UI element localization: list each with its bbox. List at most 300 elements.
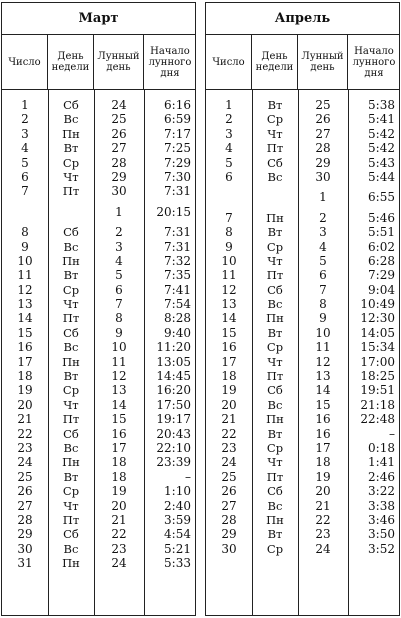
lunar-start-cell: – (185, 469, 191, 484)
day-cell: 2 (21, 112, 29, 127)
day-cell: 26 (17, 484, 33, 499)
weekday-cell: Пн (266, 311, 284, 326)
table-row (2, 311, 195, 325)
table-row (2, 297, 195, 311)
day-cell: 16 (221, 340, 237, 355)
weekday-cell: Чт (267, 126, 283, 141)
weekday-cell: Сб (63, 527, 79, 542)
lunar-start-cell: 10:49 (360, 297, 395, 312)
lunar-day-cell: 26 (315, 112, 331, 127)
day-cell: 5 (21, 155, 29, 170)
table-row (2, 398, 195, 412)
day-cell: 6 (225, 169, 233, 184)
weekday-cell: Вт (267, 225, 283, 240)
header-day: Число (2, 35, 48, 89)
lunar-day-cell: 18 (111, 469, 127, 484)
month-title: Март (2, 3, 195, 35)
weekday-cell: Ср (62, 484, 80, 499)
table-row (2, 170, 195, 184)
lunar-day-cell: 15 (111, 412, 127, 427)
weekday-cell: Чт (63, 498, 79, 513)
lunar-start-cell: 5:46 (368, 210, 395, 225)
day-cell: 20 (17, 397, 33, 412)
lunar-day-cell: 25 (111, 112, 127, 127)
table-row (206, 484, 399, 498)
lunar-day-cell: 8 (319, 297, 327, 312)
table-row (206, 190, 399, 204)
table-row (2, 98, 195, 112)
weekday-cell: Ср (266, 440, 284, 455)
header-lunar-day: Лунный день (298, 35, 348, 89)
weekday-cell: Сб (63, 426, 79, 441)
day-cell: 2 (225, 112, 233, 127)
lunar-start-cell: 11:20 (156, 340, 191, 355)
column-headers (2, 35, 195, 90)
day-cell: 12 (221, 282, 237, 297)
lunar-day-cell: 1 (319, 190, 327, 205)
lunar-start-cell: 14:45 (156, 369, 191, 384)
day-cell: 26 (221, 484, 237, 499)
table-row (2, 240, 195, 254)
lunar-start-cell: 9:04 (368, 282, 395, 297)
table-row (206, 170, 399, 184)
weekday-cell: Пт (62, 512, 80, 527)
lunar-day-cell: 8 (115, 311, 123, 326)
day-cell: 11 (17, 268, 33, 283)
lunar-start-cell: 20:43 (156, 426, 191, 441)
weekday-cell: Пт (266, 369, 284, 384)
table-row (206, 156, 399, 170)
weekday-cell: Сб (267, 155, 283, 170)
day-cell: 22 (221, 426, 237, 441)
day-cell: 14 (221, 311, 237, 326)
table-row (2, 499, 195, 513)
weekday-cell: Сб (267, 383, 283, 398)
lunar-day-cell: 4 (115, 253, 123, 268)
lunar-day-cell: 26 (111, 126, 127, 141)
table-row (2, 205, 195, 219)
day-cell: 14 (17, 311, 33, 326)
weekday-cell: Чт (63, 169, 79, 184)
day-cell: 3 (21, 126, 29, 141)
day-cell: 28 (17, 512, 33, 527)
lunar-start-cell: 2:40 (164, 498, 191, 513)
lunar-day-cell: 16 (315, 412, 331, 427)
lunar-day-cell: 19 (315, 469, 331, 484)
rows (2, 98, 195, 571)
table-row (206, 141, 399, 155)
lunar-day-cell: 23 (315, 527, 331, 542)
lunar-start-cell: 5:42 (368, 126, 395, 141)
lunar-start-cell: 16:20 (156, 383, 191, 398)
day-cell: 18 (221, 369, 237, 384)
table-row (206, 240, 399, 254)
table-row (2, 283, 195, 297)
day-cell: 3 (225, 126, 233, 141)
table-row (2, 127, 195, 141)
weekday-cell: Пн (62, 556, 80, 571)
day-cell: 29 (221, 527, 237, 542)
table-row (206, 283, 399, 297)
lunar-day-cell: 16 (111, 426, 127, 441)
weekday-cell: Ср (62, 155, 80, 170)
lunar-day-cell: 13 (111, 383, 127, 398)
lunar-day-cell: 3 (115, 239, 123, 254)
day-cell: 4 (21, 141, 29, 156)
lunar-start-cell: 18:25 (360, 369, 395, 384)
day-cell: 29 (17, 527, 33, 542)
weekday-cell: Пн (266, 412, 284, 427)
table-row (2, 427, 195, 441)
lunar-day-cell: 12 (315, 354, 331, 369)
weekday-cell: Вт (63, 469, 79, 484)
table-row (2, 340, 195, 354)
lunar-day-cell: 25 (315, 98, 331, 112)
weekday-cell: Пт (62, 311, 80, 326)
weekday-cell: Вс (63, 541, 79, 556)
day-cell: 22 (17, 426, 33, 441)
lunar-day-cell: 18 (111, 455, 127, 470)
weekday-cell: Пт (266, 268, 284, 283)
table-row (2, 156, 195, 170)
day-cell: 11 (221, 268, 237, 283)
lunar-day-cell: 28 (315, 141, 331, 156)
day-cell: 6 (21, 169, 29, 184)
lunar-start-cell: 22:10 (156, 440, 191, 455)
header-day: Число (206, 35, 252, 89)
table-row (2, 184, 195, 198)
rows (206, 98, 399, 556)
lunar-day-cell: 14 (111, 397, 127, 412)
day-cell: 25 (17, 469, 33, 484)
day-cell: 1 (21, 98, 29, 112)
lunar-start-cell: 3:52 (368, 541, 395, 556)
day-cell: 19 (221, 383, 237, 398)
table-row (2, 441, 195, 455)
table-row (206, 326, 399, 340)
lunar-day-cell: 23 (111, 541, 127, 556)
table-row (206, 340, 399, 354)
weekday-cell: Вс (267, 297, 283, 312)
lunar-start-cell: 1:10 (164, 484, 191, 499)
day-cell: 21 (17, 412, 33, 427)
weekday-cell: Чт (63, 397, 79, 412)
weekday-cell: Вт (267, 527, 283, 542)
weekday-cell: Ср (62, 383, 80, 398)
lunar-day-cell: 21 (111, 512, 127, 527)
weekday-cell: Ср (266, 541, 284, 556)
table-row (206, 383, 399, 397)
lunar-start-cell: 8:28 (164, 311, 191, 326)
lunar-day-cell: 19 (111, 484, 127, 499)
header-lunar-day: Лунный день (94, 35, 144, 89)
lunar-day-cell: 15 (315, 397, 331, 412)
day-cell: 17 (17, 354, 33, 369)
lunar-start-cell: 4:54 (164, 527, 191, 542)
lunar-day-cell: 2 (115, 225, 123, 240)
weekday-cell: Пн (62, 253, 80, 268)
lunar-day-cell: 20 (315, 484, 331, 499)
day-cell: 8 (21, 225, 29, 240)
day-cell: 24 (17, 455, 33, 470)
weekday-cell: Пн (62, 126, 80, 141)
column-headers (206, 35, 399, 90)
weekday-cell: Сб (63, 325, 79, 340)
lunar-start-cell: 5:43 (368, 155, 395, 170)
lunar-start-cell: 7:31 (164, 239, 191, 254)
lunar-day-cell: 5 (115, 268, 123, 283)
day-cell: 21 (221, 412, 237, 427)
table-row (206, 499, 399, 513)
table-row (206, 225, 399, 239)
month-title: Апрель (206, 3, 399, 35)
lunar-start-cell: 23:39 (156, 455, 191, 470)
weekday-cell: Ср (266, 340, 284, 355)
lunar-day-cell: 27 (111, 141, 127, 156)
lunar-day-cell: 29 (315, 155, 331, 170)
lunar-day-cell: 11 (111, 354, 127, 369)
table-row (2, 383, 195, 397)
lunar-day-cell: 16 (315, 426, 331, 441)
lunar-day-cell: 10 (111, 340, 127, 355)
day-cell: 25 (221, 469, 237, 484)
weekday-cell: Ср (266, 112, 284, 127)
lunar-start-cell: 5:44 (368, 169, 395, 184)
day-cell: 17 (221, 354, 237, 369)
weekday-cell: Чт (267, 455, 283, 470)
weekday-cell: Вс (267, 397, 283, 412)
lunar-start-cell: 9:40 (164, 325, 191, 340)
lunar-day-cell: 14 (315, 383, 331, 398)
table-row (2, 527, 195, 541)
table-row (2, 412, 195, 426)
table-row (206, 398, 399, 412)
lunar-start-cell: 3:38 (368, 498, 395, 513)
table-row (206, 355, 399, 369)
lunar-start-cell: 7:54 (164, 297, 191, 312)
table-row (2, 268, 195, 282)
lunar-start-cell: 6:59 (164, 112, 191, 127)
lunar-day-cell: 12 (111, 369, 127, 384)
table-row (206, 441, 399, 455)
day-cell: 8 (225, 225, 233, 240)
weekday-cell: Вт (267, 325, 283, 340)
lunar-start-cell: 21:18 (360, 397, 395, 412)
day-cell: 4 (225, 141, 233, 156)
table-row (206, 98, 399, 112)
lunar-start-cell: – (389, 426, 395, 441)
lunar-day-cell: 7 (115, 297, 123, 312)
weekday-cell: Сб (63, 98, 79, 112)
day-cell: 15 (221, 325, 237, 340)
lunar-day-cell: 22 (111, 527, 127, 542)
weekday-cell: Вс (63, 239, 79, 254)
day-cell: 13 (221, 297, 237, 312)
lunar-day-cell: 28 (111, 155, 127, 170)
table-row (2, 112, 195, 126)
day-cell: 20 (221, 397, 237, 412)
lunar-start-cell: 5:38 (368, 98, 395, 112)
lunar-day-cell: 30 (315, 169, 331, 184)
lunar-start-cell: 0:18 (368, 440, 395, 455)
lunar-start-cell: 2:46 (368, 469, 395, 484)
day-cell: 23 (17, 440, 33, 455)
day-cell: 5 (225, 155, 233, 170)
weekday-cell: Ср (266, 239, 284, 254)
lunar-day-cell: 30 (111, 184, 127, 199)
day-cell: 30 (221, 541, 237, 556)
march-table (1, 2, 196, 616)
weekday-cell: Чт (267, 354, 283, 369)
table-row (2, 542, 195, 556)
day-cell: 24 (221, 455, 237, 470)
lunar-day-cell: 1 (115, 204, 123, 219)
weekday-cell: Вс (63, 440, 79, 455)
day-cell: 13 (17, 297, 33, 312)
header-lunar-start: Начало лунного дня (352, 45, 396, 79)
lunar-start-cell: 13:05 (156, 354, 191, 369)
lunar-start-cell: 3:59 (164, 512, 191, 527)
lunar-start-cell: 7:41 (164, 282, 191, 297)
table-row (206, 311, 399, 325)
day-cell: 16 (17, 340, 33, 355)
day-cell: 10 (17, 253, 33, 268)
lunar-day-cell: 6 (319, 268, 327, 283)
day-cell: 27 (221, 498, 237, 513)
weekday-cell: Вт (267, 426, 283, 441)
lunar-start-cell: 20:15 (156, 204, 191, 219)
lunar-start-cell: 7:29 (164, 155, 191, 170)
lunar-day-cell: 5 (319, 253, 327, 268)
header-weekday: День недели (48, 35, 94, 89)
table-row (206, 513, 399, 527)
day-cell: 1 (225, 98, 233, 112)
day-cell: 27 (17, 498, 33, 513)
table-row (2, 355, 195, 369)
lunar-start-cell: 7:31 (164, 225, 191, 240)
lunar-day-cell: 9 (115, 325, 123, 340)
table-row (2, 141, 195, 155)
lunar-day-cell: 9 (319, 311, 327, 326)
table-row (2, 513, 195, 527)
lunar-day-cell: 27 (315, 126, 331, 141)
table-row (206, 527, 399, 541)
weekday-cell: Вс (267, 498, 283, 513)
day-cell: 7 (21, 184, 29, 199)
weekday-cell: Ср (62, 282, 80, 297)
lunar-day-cell: 17 (111, 440, 127, 455)
day-cell: 18 (17, 369, 33, 384)
weekday-cell: Сб (267, 282, 283, 297)
lunar-day-cell: 20 (111, 498, 127, 513)
weekday-cell: Пн (62, 455, 80, 470)
table-row (2, 225, 195, 239)
table-row (206, 112, 399, 126)
lunar-start-cell: 1:41 (368, 455, 395, 470)
lunar-day-cell: 4 (319, 239, 327, 254)
weekday-cell: Вс (267, 169, 283, 184)
table-row (206, 254, 399, 268)
table-row (206, 412, 399, 426)
lunar-start-cell: 6:28 (368, 253, 395, 268)
lunar-day-cell: 29 (111, 169, 127, 184)
table-row (206, 268, 399, 282)
weekday-cell: Вс (63, 340, 79, 355)
table-row (206, 127, 399, 141)
lunar-day-cell: 7 (319, 282, 327, 297)
table-body (206, 90, 399, 616)
table-row (2, 556, 195, 570)
lunar-start-cell: 19:51 (360, 383, 395, 398)
table-row (2, 326, 195, 340)
weekday-cell: Сб (267, 484, 283, 499)
weekday-cell: Пн (62, 354, 80, 369)
weekday-cell: Вт (267, 98, 283, 112)
table-row (206, 211, 399, 225)
table-row (206, 455, 399, 469)
weekday-cell: Пн (266, 512, 284, 527)
table-row (206, 297, 399, 311)
weekday-cell: Вт (63, 141, 79, 156)
table-body (2, 90, 195, 616)
lunar-day-cell: 11 (315, 340, 331, 355)
day-cell: 9 (21, 239, 29, 254)
lunar-start-cell: 14:05 (360, 325, 395, 340)
day-cell: 7 (225, 210, 233, 225)
weekday-cell: Чт (267, 253, 283, 268)
lunar-day-cell: 17 (315, 440, 331, 455)
day-cell: 23 (221, 440, 237, 455)
table-row (2, 470, 195, 484)
lunar-start-cell: 6:16 (164, 98, 191, 112)
lunar-start-cell: 3:22 (368, 484, 395, 499)
lunar-start-cell: 6:02 (368, 239, 395, 254)
weekday-cell: Чт (63, 297, 79, 312)
lunar-start-cell: 6:55 (368, 190, 395, 205)
lunar-day-cell: 21 (315, 498, 331, 513)
lunar-start-cell: 3:46 (368, 512, 395, 527)
table-row (2, 369, 195, 383)
lunar-start-cell: 17:00 (360, 354, 395, 369)
lunar-start-cell: 7:35 (164, 268, 191, 283)
weekday-cell: Вт (63, 369, 79, 384)
lunar-day-cell: 13 (315, 369, 331, 384)
day-cell: 15 (17, 325, 33, 340)
lunar-start-cell: 7:29 (368, 268, 395, 283)
lunar-day-cell: 6 (115, 282, 123, 297)
day-cell: 19 (17, 383, 33, 398)
day-cell: 30 (17, 541, 33, 556)
lunar-day-cell: 24 (111, 98, 127, 112)
lunar-start-cell: 7:30 (164, 169, 191, 184)
weekday-cell: Сб (63, 225, 79, 240)
day-cell: 28 (221, 512, 237, 527)
lunar-start-cell: 12:30 (360, 311, 395, 326)
header-lunar-start: Начало лунного дня (148, 45, 192, 79)
lunar-start-cell: 5:33 (164, 556, 191, 571)
day-cell: 10 (221, 253, 237, 268)
lunar-start-cell: 7:25 (164, 141, 191, 156)
weekday-cell: Пт (266, 141, 284, 156)
lunar-day-cell: 18 (315, 455, 331, 470)
table-row (2, 254, 195, 268)
lunar-day-cell: 24 (111, 556, 127, 571)
lunar-day-cell: 3 (319, 225, 327, 240)
table-row (2, 455, 195, 469)
weekday-cell: Пт (62, 412, 80, 427)
day-cell: 9 (225, 239, 233, 254)
lunar-start-cell: 7:17 (164, 126, 191, 141)
